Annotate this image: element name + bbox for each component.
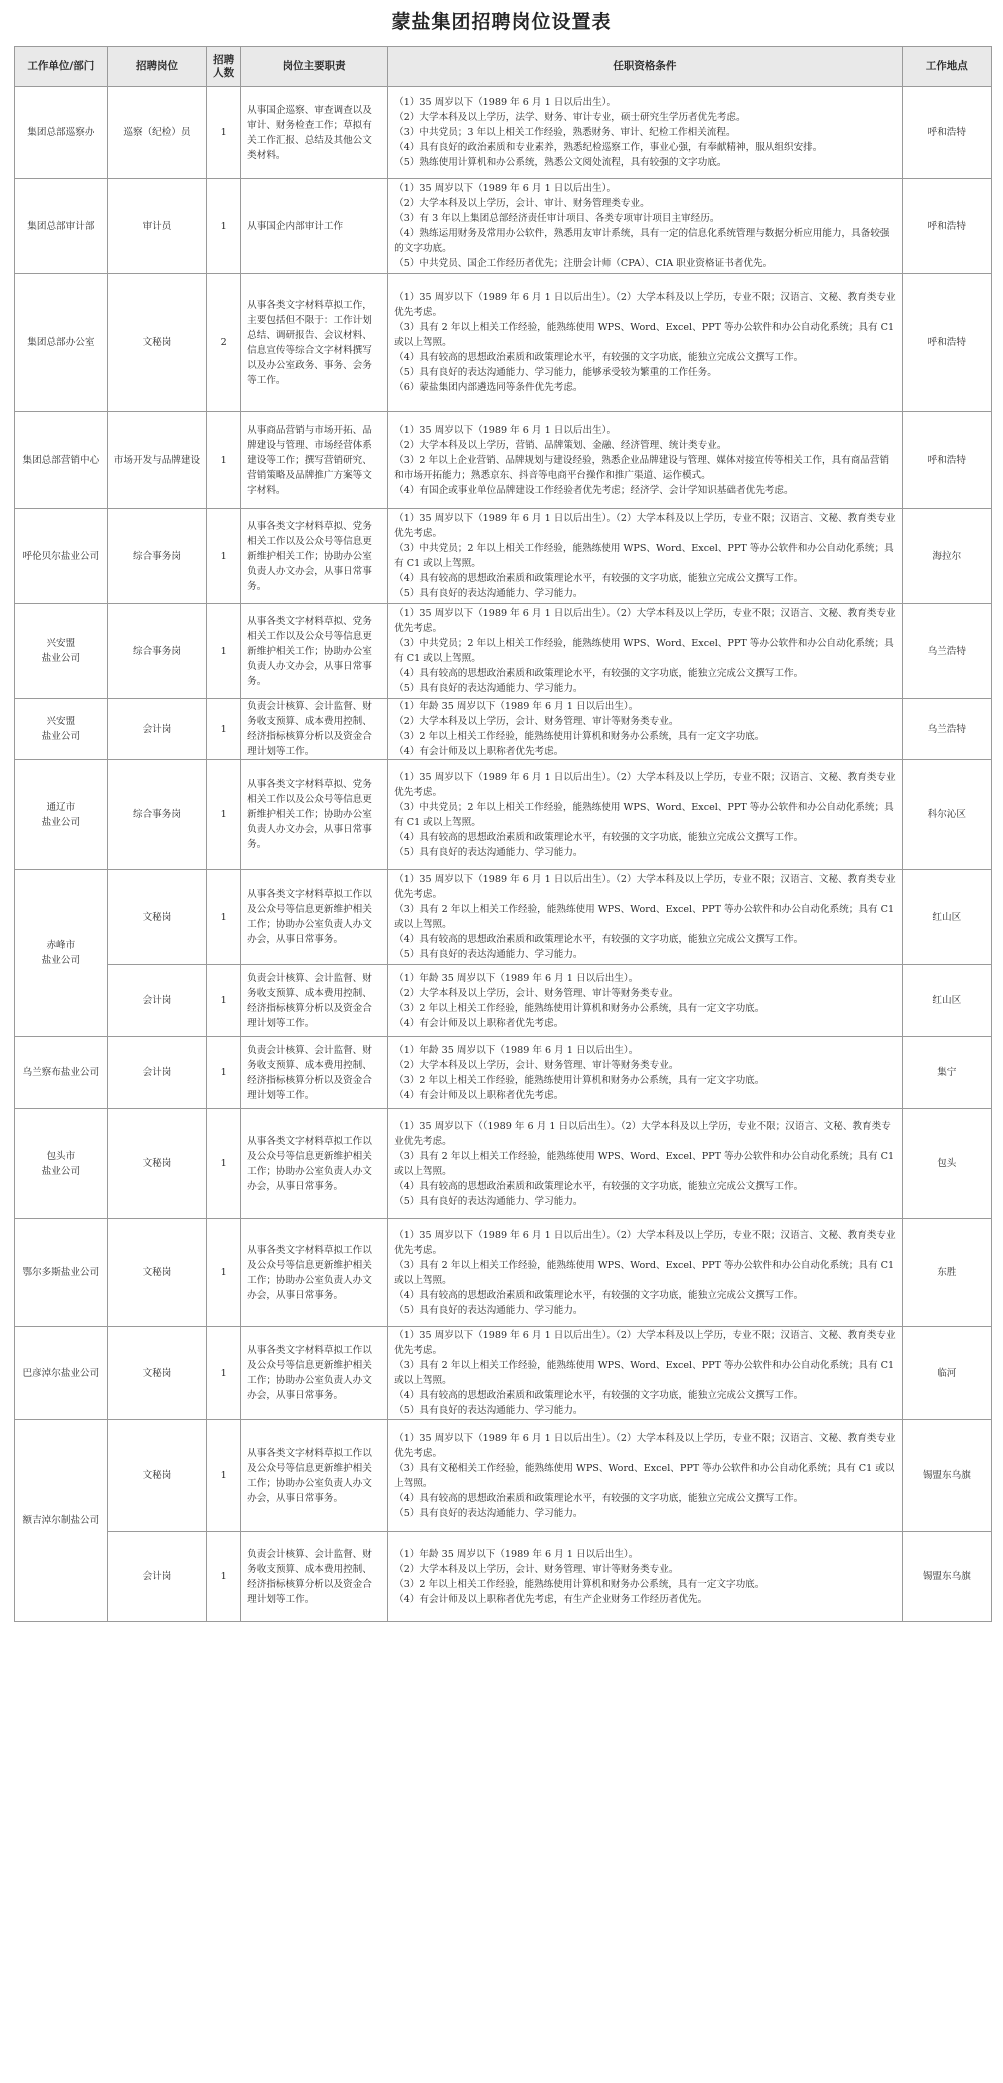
unit-cell: 通辽市 盐业公司	[15, 760, 108, 870]
location-cell: 集宁	[902, 1037, 991, 1109]
header-post: 招聘岗位	[107, 47, 207, 87]
requirement-line: （3）2 年以上相关工作经验，能熟练使用计算机和财务办公系统，具有一定文字功底。	[394, 1074, 765, 1086]
requirement-line: （1）35 周岁以下（（1989 年 6 月 1 日以后出生）。（2）大学本科及以上学历，专业不限；汉语言、文秘、教育类专业优先考虑。	[394, 1120, 891, 1147]
header-requirements: 任职资格条件	[388, 47, 903, 87]
requirement-line: （1）35 周岁以下（1989 年 6 月 1 日以后出生）。	[394, 424, 617, 436]
recruitment-table	[14, 46, 992, 1622]
location-cell: 呼和浩特	[902, 412, 991, 509]
requirements-cell	[388, 87, 903, 179]
location-cell: 锡盟东乌旗	[902, 1420, 991, 1532]
requirement-line: （3）2 年以上相关工作经验，能熟练使用计算机和财务办公系统，具有一定文字功底。	[394, 1002, 765, 1014]
requirement-line: （3）中共党员；3 年以上相关工作经验，熟悉财务、审计、纪检工作相关流程。	[394, 127, 736, 138]
count-cell: 1	[207, 179, 241, 274]
post-cell: 文秘岗	[107, 1420, 207, 1532]
requirements-cell	[388, 412, 903, 509]
requirements-cell	[388, 965, 903, 1037]
header-row	[15, 47, 992, 87]
location-cell: 红山区	[902, 870, 991, 965]
table-row	[15, 1532, 992, 1622]
duty-cell: 从事国企内部审计工作	[241, 179, 388, 274]
requirement-line: （2）大学本科及以上学历，会计、审计、财务管理类专业。	[394, 198, 650, 209]
requirement-line: （2）大学本科及以上学历，会计、财务管理、审计等财务类专业。	[394, 1059, 679, 1071]
duty-cell: 负责会计核算、会计监督、财务收支预算、成本费用控制、经济指标核算分析以及资金合理计划等工作。	[241, 965, 388, 1037]
table-row	[15, 1327, 992, 1420]
count-cell: 1	[207, 760, 241, 870]
requirement-line: （3）具有 2 年以上相关工作经验，能熟练使用 WPS、Word、Excel、PPT 等办公软件和办公自动化系统；具有 C1 或以上驾照。	[394, 1360, 895, 1386]
table-row	[15, 1109, 992, 1219]
table-row	[15, 699, 992, 760]
requirement-line: （3）具有 2 年以上相关工作经验，能熟练使用 WPS、Word、Excel、PPT 等办公软件和办公自动化系统；具有 C1 或以上驾照。	[394, 1259, 895, 1286]
unit-cell: 额吉淖尔制盐公司	[15, 1420, 108, 1622]
location-cell: 海拉尔	[902, 509, 991, 604]
requirements-cell	[388, 274, 903, 412]
count-cell: 1	[207, 870, 241, 965]
post-cell: 巡察（纪检）员	[107, 87, 207, 179]
requirement-line: （2）大学本科及以上学历，会计、财务管理、审计等财务类专业。	[394, 1563, 679, 1575]
requirement-line: （4）具有良好的政治素质和专业素养，熟悉纪检巡察工作，事业心强，有奉献精神，服从组织安排。	[394, 142, 823, 153]
duty-cell: 从事各类文字材料草拟、党务相关工作以及公众号等信息更新维护相关工作；协助办公室负责人办文办会，从事日常事务。	[241, 604, 388, 699]
requirement-line: （5）具有良好的表达沟通能力、学习能力。	[394, 683, 583, 694]
count-cell: 1	[207, 604, 241, 699]
requirement-line: （5）具有良好的表达沟通能力、学习能力。	[394, 846, 583, 858]
table-row	[15, 179, 992, 274]
requirement-line: （1）年龄 35 周岁以下（1989 年 6 月 1 日以后出生）。	[394, 701, 639, 712]
requirements-cell	[388, 509, 903, 604]
requirement-line: （5）具有良好的表达沟通能力、学习能力。	[394, 1405, 583, 1416]
unit-cell: 呼伦贝尔盐业公司	[15, 509, 108, 604]
requirements-cell	[388, 760, 903, 870]
requirement-line: （1）35 周岁以下（1989 年 6 月 1 日以后出生）。	[394, 97, 617, 108]
duty-cell: 从事各类文字材料草拟工作以及公众号等信息更新维护相关工作；协助办公室负责人办文办会，从事日常事务。	[241, 1109, 388, 1219]
requirement-line: （3）有 3 年以上集团总部经济责任审计项目、各类专项审计项目主审经历。	[394, 213, 720, 224]
duty-cell: 负责会计核算、会计监督、财务收支预算、成本费用控制、经济指标核算分析以及资金合理计划等工作。	[241, 1532, 388, 1622]
duty-cell: 从事商品营销与市场开拓、品牌建设与管理、市场经营体系建设等工作；撰写营销研究、营销策略及品牌推广方案等文字材料。	[241, 412, 388, 509]
requirement-line: （5）具有良好的表达沟通能力、学习能力。	[394, 1195, 583, 1207]
requirement-line: （1）年龄 35 周岁以下（1989 年 6 月 1 日以后出生）。	[394, 972, 639, 984]
requirements-cell	[388, 1420, 903, 1532]
count-cell: 2	[207, 274, 241, 412]
requirement-line: （4）具有较高的思想政治素质和政策理论水平，有较强的文字功底，能独立完成公文撰写工作。	[394, 1492, 804, 1504]
post-cell: 市场开发与品牌建设	[107, 412, 207, 509]
requirements-cell	[388, 870, 903, 965]
duty-cell: 从事国企巡察、审查调查以及审计、财务检查工作；草拟有关工作汇报、总结及其他公文类材料。	[241, 87, 388, 179]
requirement-line: （5）具有良好的表达沟通能力、学习能力。	[394, 949, 583, 960]
requirement-line: （5）熟练使用计算机和办公系统，熟悉公文阅处流程，具有较强的文字功底。	[394, 157, 727, 168]
requirements-cell	[388, 1327, 903, 1420]
requirement-line: （5）具有良好的表达沟通能力、学习能力，能够承受较为繁重的工作任务。	[394, 367, 717, 378]
requirement-line: （2）大学本科及以上学历，法学、财务、审计专业，硕士研究生学历者优先考虑。	[394, 112, 746, 123]
duty-cell: 从事各类文字材料草拟工作，主要包括但不限于：工作计划总结、调研报告、会议材料、信息宣传等综合文字材料撰写以及办公室政务、事务、会务等工作。	[241, 274, 388, 412]
requirement-line: （3）具有 2 年以上相关工作经验，能熟练使用 WPS、Word、Excel、PPT 等办公软件和办公自动化系统；具有 C1 或以上驾照。	[394, 904, 895, 930]
header-location: 工作地点	[902, 47, 991, 87]
count-cell: 1	[207, 1037, 241, 1109]
unit-cell: 赤峰市 盐业公司	[15, 870, 108, 1037]
requirement-line: （5）具有良好的表达沟通能力、学习能力。	[394, 588, 583, 599]
location-cell: 科尔沁区	[902, 760, 991, 870]
unit-cell: 兴安盟 盐业公司	[15, 604, 108, 699]
requirements-cell	[388, 699, 903, 760]
location-cell: 呼和浩特	[902, 179, 991, 274]
requirement-line: （3）中共党员；2 年以上相关工作经验，能熟练使用 WPS、Word、Excel、PPT 等办公软件和办公自动化系统；具有 C1 或以上驾照。	[394, 801, 894, 828]
unit-cell: 鄂尔多斯盐业公司	[15, 1219, 108, 1327]
requirement-line: （4）有会计师及以上职称者优先考虑。	[394, 1089, 564, 1101]
table-row	[15, 1037, 992, 1109]
post-cell: 综合事务岗	[107, 509, 207, 604]
unit-cell: 乌兰察布盐业公司	[15, 1037, 108, 1109]
post-cell: 综合事务岗	[107, 604, 207, 699]
table-row	[15, 1219, 992, 1327]
requirement-line: （4）具有较高的思想政治素质和政策理论水平，有较强的文字功底，能独立完成公文撰写工作。	[394, 934, 804, 945]
count-cell: 1	[207, 699, 241, 760]
header-duty: 岗位主要职责	[241, 47, 388, 87]
duty-cell: 从事各类文字材料草拟工作以及公众号等信息更新维护相关工作；协助办公室负责人办文办会，从事日常事务。	[241, 870, 388, 965]
duty-cell: 从事各类文字材料草拟工作以及公众号等信息更新维护相关工作；协助办公室负责人办文办会，从事日常事务。	[241, 1420, 388, 1532]
requirement-line: （3）具有 2 年以上相关工作经验，能熟练使用 WPS、Word、Excel、PPT 等办公软件和办公自动化系统；具有 C1 或以上驾照。	[394, 322, 895, 348]
post-cell: 文秘岗	[107, 274, 207, 412]
requirement-line: （3）具有文秘相关工作经验，能熟练使用 WPS、Word、Excel、PPT 等办公软件和办公自动化系统；具有 C1 或以上驾照。	[394, 1462, 895, 1489]
requirement-line: （1）35 周岁以下（1989 年 6 月 1 日以后出生）。（2）大学本科及以上学历，专业不限；汉语言、文秘、教育类专业优先考虑。	[394, 1229, 896, 1256]
requirement-line: （1）35 周岁以下（1989 年 6 月 1 日以后出生）。（2）大学本科及以上学历，专业不限；汉语言、文秘、教育类专业优先考虑。	[394, 513, 896, 539]
unit-cell: 巴彦淖尔盐业公司	[15, 1327, 108, 1420]
requirement-line: （4）具有较高的思想政治素质和政策理论水平，有较强的文字功底，能独立完成公文撰写工作。	[394, 1180, 804, 1192]
requirements-cell	[388, 1532, 903, 1622]
requirement-line: （1）年龄 35 周岁以下（1989 年 6 月 1 日以后出生）。	[394, 1548, 639, 1560]
location-cell: 锡盟东乌旗	[902, 1532, 991, 1622]
table-row	[15, 604, 992, 699]
location-cell: 红山区	[902, 965, 991, 1037]
requirements-cell	[388, 1037, 903, 1109]
requirement-line: （3）2 年以上相关工作经验，能熟练使用计算机和财务办公系统，具有一定文字功底。	[394, 1578, 765, 1590]
count-cell: 1	[207, 509, 241, 604]
location-cell: 东胜	[902, 1219, 991, 1327]
unit-cell: 集团总部巡察办	[15, 87, 108, 179]
count-cell: 1	[207, 1532, 241, 1622]
location-cell: 临河	[902, 1327, 991, 1420]
requirements-cell	[388, 179, 903, 274]
location-cell: 乌兰浩特	[902, 604, 991, 699]
page-title: 蒙盐集团招聘岗位设置表	[391, 11, 612, 33]
unit-cell: 包头市 盐业公司	[15, 1109, 108, 1219]
table-row	[15, 1420, 992, 1532]
requirement-line: （1）35 周岁以下（1989 年 6 月 1 日以后出生）。（2）大学本科及以上学历，专业不限；汉语言、文秘、教育类专业优先考虑。	[394, 771, 896, 798]
requirement-line: （1）35 周岁以下（1989 年 6 月 1 日以后出生）。（2）大学本科及以上学历，专业不限；汉语言、文秘、教育类专业优先考虑。	[394, 874, 896, 900]
header-count: 招聘 人数	[207, 47, 241, 87]
table-row	[15, 965, 992, 1037]
requirement-line: （1）35 周岁以下（1989 年 6 月 1 日以后出生）。（2）大学本科及以上学历，专业不限；汉语言、文秘、教育类专业优先考虑。	[394, 608, 896, 634]
location-cell: 呼和浩特	[902, 87, 991, 179]
count-cell: 1	[207, 412, 241, 509]
requirement-line: （2）大学本科及以上学历，会计、财务管理、审计等财务类专业。	[394, 716, 679, 727]
count-cell: 1	[207, 1109, 241, 1219]
requirement-line: （4）熟练运用财务及常用办公软件，熟悉用友审计系统，具有一定的信息化系统管理与数据分析应用能力，具备较强的文字功底。	[394, 228, 890, 254]
count-cell: 1	[207, 1420, 241, 1532]
duty-cell: 从事各类文字材料草拟、党务相关工作以及公众号等信息更新维护相关工作；协助办公室负责人办文办会，从事日常事务。	[241, 509, 388, 604]
requirement-line: （5）具有良好的表达沟通能力、学习能力。	[394, 1304, 583, 1316]
post-cell: 审计员	[107, 179, 207, 274]
requirement-line: （4）有国企或事业单位品牌建设工作经验者优先考虑；经济学、会计学知识基础者优先考虑。	[394, 484, 794, 496]
requirement-line: （4）具有较高的思想政治素质和政策理论水平，有较强的文字功底，能独立完成公文撰写工作。	[394, 1390, 804, 1401]
requirement-line: （4）具有较高的思想政治素质和政策理论水平，有较强的文字功底，能独立完成公文撰写工作。	[394, 573, 804, 584]
count-cell: 1	[207, 965, 241, 1037]
requirement-line: （1）35 周岁以下（1989 年 6 月 1 日以后出生）。（2）大学本科及以上学历，专业不限；汉语言、文秘、教育类专业优先考虑。	[394, 1330, 896, 1356]
duty-cell: 从事各类文字材料草拟工作以及公众号等信息更新维护相关工作；协助办公室负责人办文办会，从事日常事务。	[241, 1219, 388, 1327]
post-cell: 文秘岗	[107, 1109, 207, 1219]
duty-cell: 负责会计核算、会计监督、财务收支预算、成本费用控制、经济指标核算分析以及资金合理计划等工作。	[241, 1037, 388, 1109]
requirement-line: （5）具有良好的表达沟通能力、学习能力。	[394, 1507, 583, 1519]
requirement-line: （3）中共党员；2 年以上相关工作经验，能熟练使用 WPS、Word、Excel、PPT 等办公软件和办公自动化系统；具有 C1 或以上驾照。	[394, 638, 894, 664]
requirement-line: （1）35 周岁以下（1989 年 6 月 1 日以后出生）。（2）大学本科及以上学历，专业不限；汉语言、文秘、教育类专业优先考虑。	[394, 1432, 896, 1459]
count-cell: 1	[207, 1327, 241, 1420]
unit-cell: 兴安盟 盐业公司	[15, 699, 108, 760]
requirement-line: （3）2 年以上企业营销、品牌规划与建设经验，熟悉企业品牌建设与管理、媒体对接宣传等相关工作，具有商品营销和市场开拓能力；熟悉京东、抖音等电商平台操作和推广渠道、运作模式。	[394, 454, 890, 481]
requirement-line: （4）有会计师及以上职称者优先考虑。	[394, 1017, 564, 1029]
requirement-line: （4）有会计师及以上职称者优先考虑。	[394, 746, 564, 757]
post-cell: 会计岗	[107, 965, 207, 1037]
count-cell: 1	[207, 1219, 241, 1327]
table-row	[15, 760, 992, 870]
requirement-line: （4）具有较高的思想政治素质和政策理论水平，有较强的文字功底，能独立完成公文撰写工作。	[394, 668, 804, 679]
location-cell: 包头	[902, 1109, 991, 1219]
post-cell: 会计岗	[107, 1037, 207, 1109]
requirements-cell	[388, 604, 903, 699]
requirement-line: （1）35 周岁以下（1989 年 6 月 1 日以后出生）。（2）大学本科及以上学历，专业不限；汉语言、文秘、教育类专业优先考虑。	[394, 292, 896, 318]
unit-cell: 集团总部营销中心	[15, 412, 108, 509]
unit-cell: 集团总部审计部	[15, 179, 108, 274]
requirements-cell	[388, 1109, 903, 1219]
post-cell: 综合事务岗	[107, 760, 207, 870]
requirement-line: （4）具有较高的思想政治素质和政策理论水平，有较强的文字功底，能独立完成公文撰写工作。	[394, 352, 804, 363]
requirements-cell	[388, 1219, 903, 1327]
requirement-line: （2）大学本科及以上学历，营销、品牌策划、金融、经济管理、统计类专业。	[394, 439, 727, 451]
table-row	[15, 274, 992, 412]
count-cell: 1	[207, 87, 241, 179]
post-cell: 会计岗	[107, 699, 207, 760]
post-cell: 文秘岗	[107, 1219, 207, 1327]
table-row	[15, 509, 992, 604]
requirement-line: （1）35 周岁以下（1989 年 6 月 1 日以后出生）。	[394, 183, 617, 194]
requirement-line: （2）大学本科及以上学历，会计、财务管理、审计等财务类专业。	[394, 987, 679, 999]
requirement-line: （3）具有 2 年以上相关工作经验，能熟练使用 WPS、Word、Excel、PPT 等办公软件和办公自动化系统；具有 C1 或以上驾照。	[394, 1150, 895, 1177]
requirement-line: （1）年龄 35 周岁以下（1989 年 6 月 1 日以后出生）。	[394, 1044, 639, 1056]
requirement-line: （3）2 年以上相关工作经验，能熟练使用计算机和财务办公系统，具有一定文字功底。	[394, 731, 765, 742]
requirement-line: （4）有会计师及以上职称者优先考虑，有生产企业财务工作经历者优先。	[394, 1593, 708, 1605]
table-row	[15, 412, 992, 509]
location-cell: 乌兰浩特	[902, 699, 991, 760]
duty-cell: 从事各类文字材料草拟工作以及公众号等信息更新维护相关工作；协助办公室负责人办文办会，从事日常事务。	[241, 1327, 388, 1420]
post-cell: 文秘岗	[107, 870, 207, 965]
unit-cell: 集团总部办公室	[15, 274, 108, 412]
requirement-line: （3）中共党员；2 年以上相关工作经验，能熟练使用 WPS、Word、Excel、PPT 等办公软件和办公自动化系统；具有 C1 或以上驾照。	[394, 543, 894, 569]
duty-cell: 从事各类文字材料草拟、党务相关工作以及公众号等信息更新维护相关工作；协助办公室负责人办文办会，从事日常事务。	[241, 760, 388, 870]
header-unit: 工作单位/部门	[15, 47, 108, 87]
requirement-line: （5）中共党员、国企工作经历者优先；注册会计师（CPA）、CIA 职业资格证书者优先。	[394, 258, 773, 269]
requirement-line: （4）具有较高的思想政治素质和政策理论水平，有较强的文字功底，能独立完成公文撰写工作。	[394, 1289, 804, 1301]
table-row	[15, 87, 992, 179]
duty-cell: 负责会计核算、会计监督、财务收支预算、成本费用控制、经济指标核算分析以及资金合理计划等工作。	[241, 699, 388, 760]
requirement-line: （4）具有较高的思想政治素质和政策理论水平，有较强的文字功底，能独立完成公文撰写工作。	[394, 831, 804, 843]
location-cell: 呼和浩特	[902, 274, 991, 412]
requirement-line: （6）蒙盐集团内部遴选同等条件优先考虑。	[394, 382, 583, 393]
table-row	[15, 870, 992, 965]
post-cell: 文秘岗	[107, 1327, 207, 1420]
post-cell: 会计岗	[107, 1532, 207, 1622]
